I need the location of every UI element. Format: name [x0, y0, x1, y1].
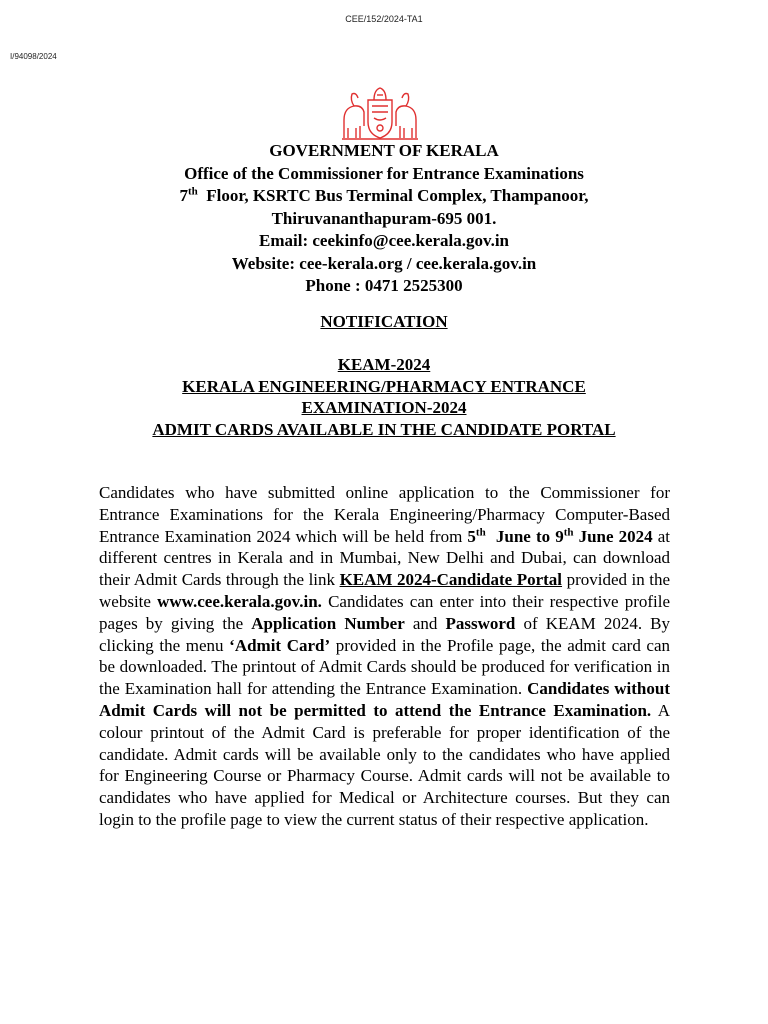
- admit-card-warning: Candidates without Admit Cards will not be permitted to attend the Entrance Examination.: [99, 679, 670, 720]
- phone-line: Phone : 0471 2525300: [305, 276, 463, 295]
- application-number-term: Application Number: [251, 613, 405, 633]
- candidate-portal-link[interactable]: KEAM 2024-Candidate Portal: [339, 570, 563, 590]
- admit-card-menu-term: ‘Admit Card’: [229, 635, 331, 655]
- address-line-1: 7th Floor, KSRTC Bus Terminal Complex, Thampanoor,: [179, 185, 589, 205]
- notification-subject: [0, 354, 768, 440]
- website-link[interactable]: www.cee.kerala.gov.in.: [157, 591, 322, 611]
- notification-title: NOTIFICATION: [320, 312, 448, 331]
- subject-line-2: KERALA ENGINEERING/PHARMACY ENTRANCE: [182, 376, 586, 396]
- document-reference-number: CEE/152/2024-TA1: [345, 14, 423, 24]
- subject-line-1: KEAM-2024: [337, 355, 431, 374]
- email-line: Email: ceekinfo@cee.kerala.gov.in: [259, 231, 509, 250]
- exam-dates: 5th June to 9th June 2024: [467, 525, 653, 546]
- office-header: [0, 140, 768, 298]
- subject-line-3: EXAMINATION-2024: [301, 398, 467, 417]
- kerala-government-emblem-icon: [338, 86, 422, 142]
- notification-body: Candidates who have submitted online application to the Commissioner for Entrance Examinations for the Kerala Engineering/Pharmacy Computer-Based Entrance Examination 2024 which will be held from 5th June to 9th June 2024 at different centres in Kerala and in Mumbai, New Delhi and Dubai, can download their Admit Cards through the link KEAM 2024-Candidate Portal provided in the website www.cee.kerala.gov.in. Candidates can enter into their respective profile pages by giving the Application Number and Password of KEAM 2024. By clicking the menu ‘Admit Card’ provided in the Profile page, the admit card can be downloaded. The printout of Admit Cards should be produced for verification in the Examination hall for attending the Entrance Examination. Candidates without Admit Cards will not be permitted to attend the Entrance Examination. A colour printout of the Admit Card is preferable for proper identification of the candidate. Admit cards will be available only to the candidates who have applied for Engineering Course or Pharmacy Course. Admit cards will not be available to candidates who have applied for Medical or Architecture courses. But they can login to the profile page to view the current status of their respective application.: [99, 483, 671, 829]
- government-name: GOVERNMENT OF KERALA: [269, 141, 499, 160]
- address-line-2: Thiruvananthapuram-695 001.: [271, 208, 497, 228]
- website-line: Website: cee-kerala.org / cee.kerala.gov.in: [231, 253, 537, 273]
- office-name: Office of the Commissioner for Entrance Examinations: [184, 163, 584, 183]
- password-term: Password: [445, 613, 516, 633]
- subject-line-4: ADMIT CARDS AVAILABLE IN THE CANDIDATE PORTAL: [152, 419, 616, 439]
- file-reference-number: I/94098/2024: [10, 52, 57, 61]
